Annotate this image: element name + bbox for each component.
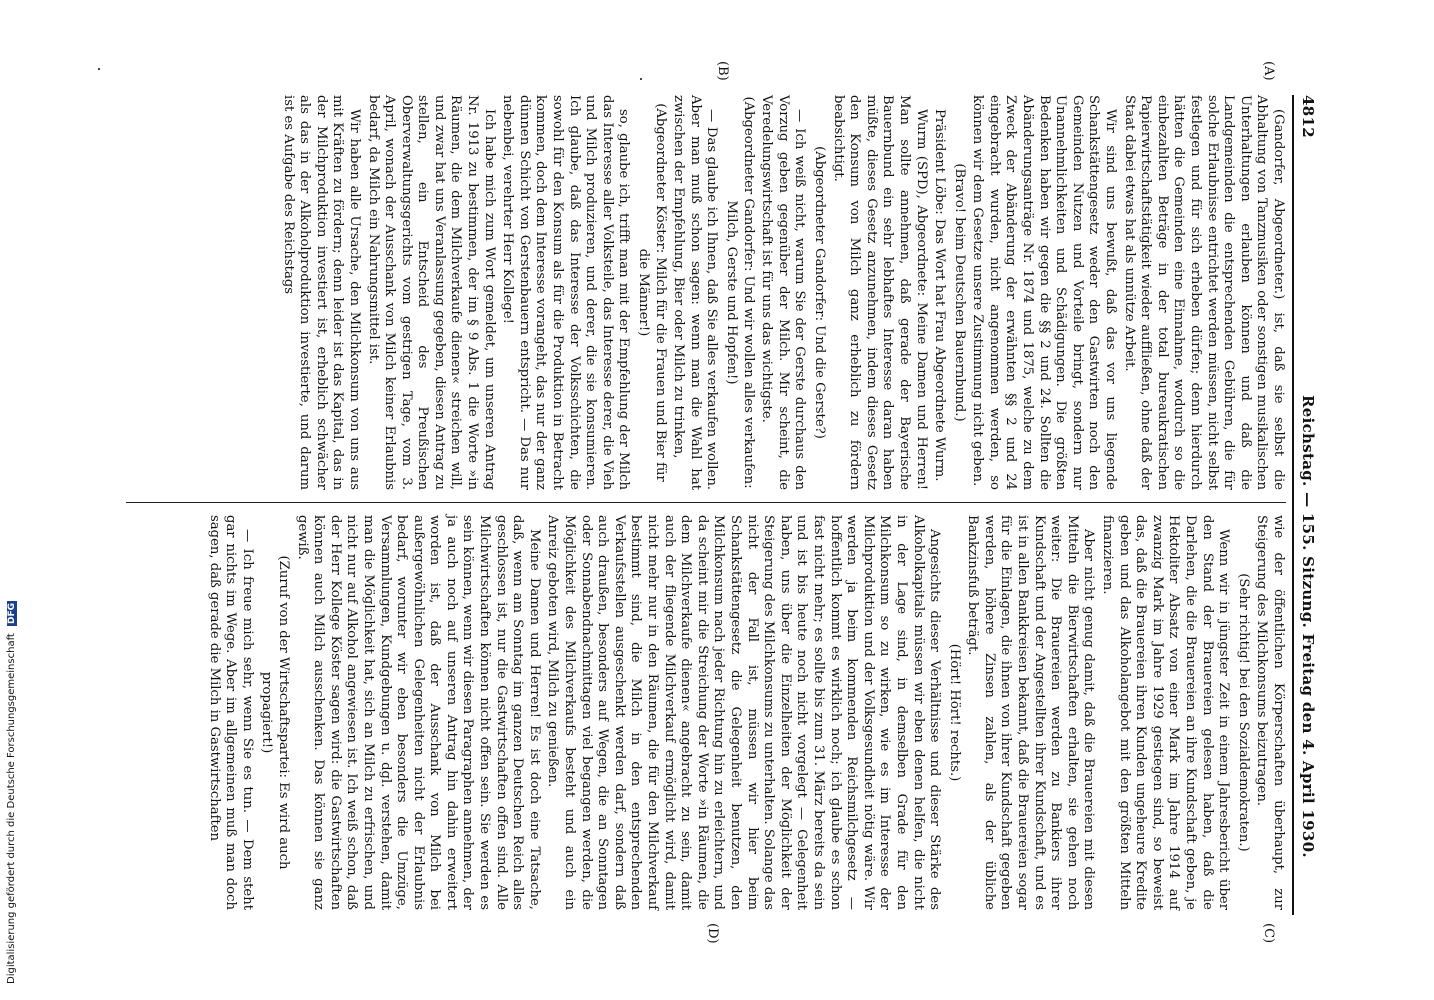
interjection: (Hört! Hört! rechts.) [946, 643, 962, 782]
paragraph: Wurm (SPD), Abgeordnete: Meine Damen und Herren! Man sollte annehmen, daß gerade der Bayerische Bauernbund ein sehr lebhaftes Interesse daran haben müßte, dieses Gesetz anzunehmen, indem dieses Gesetz den Konsum von Milch ganz erheblich zu fördern beabsichtigt. [830, 95, 929, 490]
margin-marker-b: (B) [715, 61, 730, 81]
margin-marker-c: (C) [1261, 923, 1276, 944]
interjection: (Abgeordneter Köster: Milch für die Frauen und Bier für die Männer!) [636, 103, 668, 482]
page-header [1296, 95, 1320, 915]
page-number: 4812 [1299, 95, 1317, 138]
paragraph: (Gandorfer, Abgeordneter.) ist, daß sie selbst die Abhaltung von Tanzmusiken oder sonstigen musikalischen Unterhaltungen erlauben können und daß die Landgemeinden die entsprechenden Gebühren, die für solche Erlaubnisse entrichtet werden müssen, nicht selbst festlegen und für sich erheben dürfen; denn hierdurch hätten die Gemeinden eine Einnahme, wodurch so die einbezahlten Beträge in der total bureaukratischen Papierwirtschaftstätigkeit wieder auffließen, ohne daß der Staat dabei etwas hat als unnütze Arbeit. [1121, 95, 1286, 490]
interjection: (Zuruf von der Wirtschaftspartei: Es wird auch propagiert!) [259, 555, 291, 870]
paragraph: Ich habe mich zum Wort gemeldet, um unseren Antrag Nr. 1913 zu bestimmen, der im § 9 Abs. 1 die Worte »in Räumen, die dem Milchverkaufe dienen« streichen will, und zwar hat uns Veranlassung gegeben, diesen Antrag zu stellen, ein Entscheid des Preußischen Oberverwaltungsgerichts vom gestrigen Tage, vom 3. April, wonach der Ausschank von Milch keiner Erlaubnis bedarf, da Milch ein Nahrungsmittel ist. [365, 95, 497, 490]
paragraph: — Ich freue mich sehr, wenn Sie es tun. — Dem steht gar nichts im Wege. Aber im allgemeinen muß man doch sagen, daß gerade die Milch in Gastwirtschaften [206, 515, 255, 910]
running-title: Reichstag. — 155. Sitzung. Freitag den 4. April 1930. [1299, 395, 1317, 858]
interjection: (Bravo! beim Deutschen Bauernbund.) [951, 163, 967, 422]
margin-marker-d: (D) [705, 923, 720, 944]
column-divider [126, 502, 1286, 503]
left-column [277, 95, 1286, 490]
interjection: (Sehr richtig! bei den Sozialdemokraten.) [1235, 573, 1251, 852]
interjection: (Abgeordneter Gandorfer: Und wir wollen alles verkaufen: Milch, Gerste und Hopfen!) [724, 96, 756, 489]
paragraph: Meine Damen und Herren! Es ist doch eine Tatsache, daß, wenn am Sonntag im ganzen Deutschen Reich alles geschlossen ist, nur die Gastwirtschaften offen sind. Alle Milchwirtschaften können nicht offen sein. Sie werden es sein können, wenn wir diesen Paragraphen annehmen, der ja auch noch auf unseren Antrag hin dahin erweitert worden ist, daß der Ausschank von Milch bei außergewöhnlichen Gelegenheiten nicht der Erlaubnis bedarf, worunter wir eben besonders die Umzüge, Versammlungen, Kundgebungen u. dgl. verstehen, damit man die Möglichkeit hat, sich an Milch zu erfrischen, und nicht nur auf Alkohol angewiesen ist. Ich weiß schon, daß der Herr Kollege Köster sagen wird: die Gastwirtschaften können auch Milch ausschenken. Das können sie ganz gewiß. [294, 515, 542, 910]
paragraph: wie der öffentlichen Körperschaften überhaupt, zur Steigerung des Milchkonsums beizutragen. [1254, 515, 1286, 910]
credit-text: Digitalisierung gefördert durch die Deutsche Forschungsgemeinschaft [6, 633, 17, 984]
paragraph: Wir sind uns bewußt, daß das vor uns liegende Schankstättengesetz weder den Gastwirten noch den Gemeinden Nutzen und Vorteile bringt, sondern nur Unannehmlichkeiten und Schädigungen. Die größten Bedenken haben wir gegen die §§ 2 und 24. Sollten die Abänderungsanträge Nr. 1874 und 1875, welche zu dem Zweck der Abänderung der erwähnten §§ 2 und 24 eingebracht wurden, nicht angenommen werden, so können wir dem Gesetze unsere Zustimmung nicht geben. [970, 95, 1119, 490]
paragraph: Wir haben alle Ursache, den Milchkonsum von uns aus mit Kräften zu fördern; denn leider ist das Kapital, das in der Milchproduktion investiert ist, erheblich schwächer als das in der Alkoholproduktion investierte, und darum ist es Aufgabe des Reichstags [280, 95, 362, 490]
scan-speck [98, 68, 100, 70]
interjection: (Abgeordneter Gandorfer: Und die Gerste?) [811, 146, 827, 439]
margin-marker-a: (A) [1261, 61, 1276, 81]
dfg-logo: DFG [7, 602, 17, 624]
document-page [120, 61, 1320, 944]
header-rule [1292, 95, 1294, 915]
paragraph: Aber nicht genug damit, daß die Brauereien mit diesen Mitteln die Bierwirtschaften erhalten, sie gehen noch weiter: Die Brauereien werden zu Bankiers ihrer Kundschaft und der Angestellten ihrer Kundschaft, und es ist in allen Bankkreisen bekannt, daß die Brauereien sogar für die Einlagen, die ihnen von ihrer Kundschaft gegeben werden, höhere Zinsen zahlen, als der übliche Bankzinsfuß beträgt. [965, 515, 1097, 910]
paragraph: Präsident Löbe: Das Wort hat Frau Abgeordnete Wurm. [932, 109, 948, 482]
paragraph: so, glaube ich, trifft man mit der Empfehlung der Milch das Interesse aller Volksteile, das Interesse derer, die Vieh und Milch produzieren, und derer, die sie konsumieren. Ich glaube, daß das Interesse der Volksschichten, die sowohl für den Konsum als für die Produktion in Betracht kommen, doch dem Interesse vorangeht, das nur der ganz dünnen Schicht von Gerstenbauern entspricht. — Das nur nebenbei, verehrter Herr Kollege! [500, 95, 632, 490]
paragraph: Wenn wir in jüngster Zeit in einem Jahresbericht über den Stand der Brauereien gelesen haben, daß die Darlehen, die die Brauereien an ihre Kundschaft geben, je Hektoliter Absatz von einer Mark im Jahre 1914 auf zwanzig Mark im Jahre 1929 gestiegen sind, so beweist das, daß die Brauereien ihren Kunden ungeheure Kredite geben und das Alkoholangebot mit den größten Mitteln finanzieren. [1100, 515, 1232, 910]
paragraph: — Ich weiß nicht, warum Sie der Gerste durchaus den Vorzug geben gegenüber der Milch. Mir scheint, die Veredelungswirtschaft ist für uns das wichtigste. [759, 95, 808, 490]
paragraph: — Das glaube ich Ihnen, daß Sie alles verkaufen wollen. Aber man muß schon sagen: wenn man die Wahl hat zwischen der Empfehlung, Bier oder Milch zu trinken, [671, 95, 720, 490]
right-column [203, 515, 1286, 910]
scan-speck [640, 78, 642, 80]
paragraph: Angesichts dieser Verhältnisse und dieser Stärke des Alkoholkapitals müssen wir eben denen helfen, die nicht in der Lage sind, in demselben Grade für den Milchkonsum so zu wirken, wie es im Interesse der Milchproduktion und der Volksgesundheit nötig wäre. Wir werden ja beim kommenden Reichsmilchgesetz — hoffentlich kommt es wirklich noch; ich glaube es schon fast nicht mehr; es sollte bis zum 31. März bereits da sein und ist bis heute noch nicht vorgelegt — Gelegenheit haben, uns über die Einzelheiten der Möglichkeit der Steigerung des Milchkonsums zu unterhalten. Solange das nicht der Fall ist, müssen wir hier beim Schankstättengesetz die Gelegenheit benutzen, den Milchkonsum nach jeder Richtung hin zu erleichtern, und da scheint mir die Streichung der Worte »in Räumen, die dem Milchverkaufe dienen« angebracht zu sein, damit auch der fliegende Milchverkauf ermöglicht wird, damit nicht mehr nur in den Räumen, die für den Milchverkauf bestimmt sind, die Milch in den entsprechenden Verkaufsstellen ausgeschenkt werden darf, sondern daß auch draußen, besonders auf Wegen, die an Sonntagen oder Sonnabendnachmittagen viel begangen werden, die Möglichkeit des Milchverkaufs besteht und auch ein Anreiz geboten wird, Milch zu genießen. [545, 515, 943, 910]
